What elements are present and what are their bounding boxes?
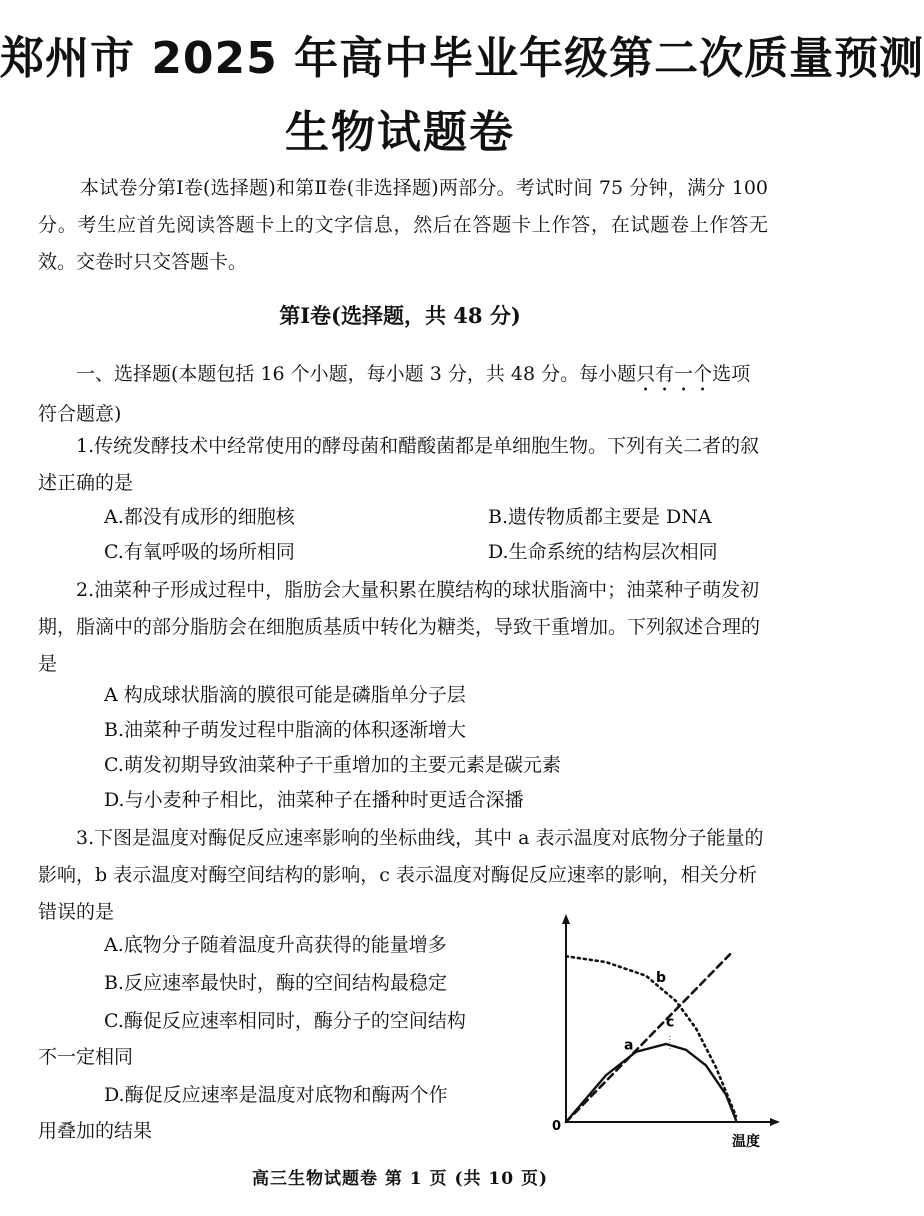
q3-option-d: D.酶促反应速率是温度对底物和酶两个作 bbox=[104, 1084, 448, 1106]
q3-option-c-cont: 不一定相同 bbox=[38, 1046, 134, 1068]
chart-svg bbox=[540, 912, 780, 1152]
subject-title: 生物试题卷 bbox=[285, 107, 515, 158]
page-footer: 高三生物试题卷 第 1 页 (共 10 页) bbox=[251, 1169, 549, 1189]
q2-option-a: A 构成球状脂滴的膜很可能是磷脂单分子层 bbox=[104, 684, 466, 706]
exam-title: 郑州市 2025 年高中毕业年级第二次质量预测 bbox=[0, 33, 924, 84]
q3-option-a: A.底物分子随着温度升高获得的能量增多 bbox=[104, 934, 447, 956]
series-a-line bbox=[566, 954, 730, 1122]
curve-label-c: c bbox=[666, 1014, 675, 1031]
section-title: 第Ⅰ卷(选择题，共 48 分) bbox=[279, 303, 521, 328]
section-lead-b: 选项符合题意) bbox=[38, 363, 751, 425]
section-lead-a: 一、选择题(本题包括 16 个小题，每小题 3 分，共 48 分。每小题 bbox=[76, 363, 637, 385]
q2-option-c: C.萌发初期导致油菜种子干重增加的主要元素是碳元素 bbox=[104, 754, 561, 776]
question-1-stem: 1.传统发酵技术中经常使用的酵母菌和醋酸菌都是单细胞生物。下列有关二者的叙述正确的是 bbox=[38, 435, 760, 494]
y-axis-arrow bbox=[562, 914, 570, 924]
q1-option-c: C.有氧呼吸的场所相同 bbox=[104, 541, 295, 563]
curve-label-a: a bbox=[624, 1037, 634, 1054]
q3-option-d-cont: 用叠加的结果 bbox=[38, 1120, 153, 1142]
q3-option-c: C.酶促反应速率相同时，酶分子的空间结构 bbox=[104, 1010, 466, 1032]
intro-paragraph: 本试卷分第Ⅰ卷(选择题)和第Ⅱ卷(非选择题)两部分。考试时间 75 分钟，满分 100 分。考生应首先阅读答题卡上的文字信息，然后在答题卡上作答，在试题卷上作答无效。交卷时只交答题卡。 bbox=[38, 177, 768, 273]
q3-option-b: B.反应速率最快时，酶的空间结构最稳定 bbox=[104, 972, 448, 994]
x-axis-label: 温度 bbox=[732, 1134, 760, 1150]
origin-label: 0 bbox=[552, 1119, 562, 1134]
x-axis-arrow bbox=[770, 1118, 780, 1126]
question-3-stem: 3.下图是温度对酶促反应速率影响的坐标曲线，其中 a 表示温度对底物分子能量的影响，b 表示温度对酶空间结构的影响，c 表示温度对酶促反应速率的影响，相关分析错误的是 bbox=[38, 827, 764, 923]
q1-option-a: A.都没有成形的细胞核 bbox=[104, 506, 295, 528]
curve-label-b: b bbox=[656, 969, 667, 986]
q2-option-d: D.与小麦种子相比，油菜种子在播种时更适合深播 bbox=[104, 789, 524, 811]
question-2-stem: 2.油菜种子形成过程中，脂肪会大量积累在膜结构的球状脂滴中；油菜种子萌发初期，脂滴中的部分脂肪会在细胞质基质中转化为糖类，导致干重增加。下列叙述合理的是 bbox=[38, 579, 761, 675]
section-instructions bbox=[38, 356, 768, 433]
temperature-rate-chart bbox=[540, 912, 780, 1152]
emphasis-only-one: 只有一个 bbox=[636, 363, 713, 385]
q1-option-d: D.生命系统的结构层次相同 bbox=[488, 541, 718, 563]
q1-option-b: B.遗传物质都主要是 DNA bbox=[488, 506, 712, 528]
q2-option-b: B.油菜种子萌发过程中脂滴的体积逐渐增大 bbox=[104, 719, 467, 741]
